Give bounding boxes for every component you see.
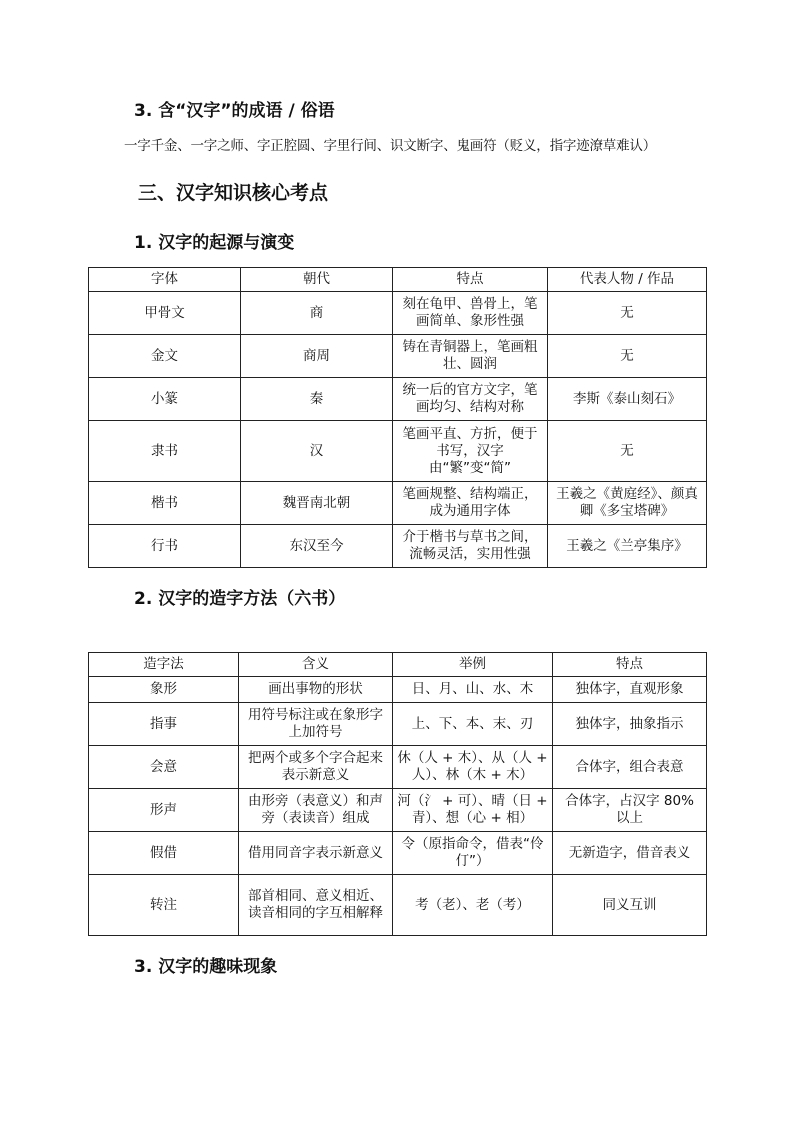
header-cell: 字体	[89, 268, 241, 292]
table-header-row	[89, 268, 707, 292]
table-cell: 用符号标注或在象形字上加符号	[239, 703, 393, 746]
table-row	[89, 832, 707, 875]
table-cell: 由形旁（表意义）和声旁（表读音）组成	[239, 789, 393, 832]
table-row	[89, 292, 707, 335]
table-row	[89, 335, 707, 378]
table-cell: 指事	[89, 703, 239, 746]
table-cell: 隶书	[89, 421, 241, 482]
table-cell: 河（氵 + 可）、晴（日 + 青）、想（心 + 相）	[393, 789, 553, 832]
table-cell: 考（老）、老（考）	[393, 875, 553, 936]
table-cell: 笔画规整、结构端正，成为通用字体	[393, 482, 548, 525]
section-heading: 三、汉字知识核心考点	[138, 182, 329, 204]
header-cell: 举例	[393, 653, 553, 677]
table-cell: 统一后的官方文字，笔画均匀、结构对称	[393, 378, 548, 421]
table-row	[89, 746, 707, 789]
table-cell: 李斯《泰山刻石》	[548, 378, 707, 421]
table-cell: 秦	[241, 378, 393, 421]
table-cell: 独体字，抽象指示	[553, 703, 707, 746]
table-cell: 介于楷书与草书之间，流畅灵活，实用性强	[393, 525, 548, 568]
header-cell: 朝代	[241, 268, 393, 292]
table-cell: 上、下、本、末、刃	[393, 703, 553, 746]
table-cell: 东汉至今	[241, 525, 393, 568]
header-cell: 造字法	[89, 653, 239, 677]
table-cell: 刻在龟甲、兽骨上，笔画简单、象形性强	[393, 292, 548, 335]
table-cell: 商	[241, 292, 393, 335]
idioms-heading: 3. 含“汉字”的成语 / 俗语	[134, 101, 335, 121]
table-cell: 楷书	[89, 482, 241, 525]
table-cell: 令（原指命令，借表“伶仃”）	[393, 832, 553, 875]
table-row	[89, 421, 707, 482]
table-cell: 转注	[89, 875, 239, 936]
table-cell: 借用同音字表示新意义	[239, 832, 393, 875]
header-cell: 特点	[553, 653, 707, 677]
table-row	[89, 875, 707, 936]
table-cell: 把两个或多个字合起来表示新意义	[239, 746, 393, 789]
table-cell: 笔画平直、方折，便于书写，汉字由“繁”变“简”	[393, 421, 548, 482]
table-cell: 无新造字，借音表义	[553, 832, 707, 875]
table-row	[89, 525, 707, 568]
table-cell: 甲骨文	[89, 292, 241, 335]
header-cell: 特点	[393, 268, 548, 292]
table-row	[89, 789, 707, 832]
fun-heading: 3. 汉字的趣味现象	[134, 957, 278, 977]
table-cell: 魏晋南北朝	[241, 482, 393, 525]
table-cell: 合体字，占汉字 80% 以上	[553, 789, 707, 832]
table-cell: 王羲之《黄庭经》、颜真卿《多宝塔碑》	[548, 482, 707, 525]
table-cell: 独体字，直观形象	[553, 677, 707, 703]
table-row	[89, 378, 707, 421]
table-cell: 行书	[89, 525, 241, 568]
table-cell: 无	[548, 292, 707, 335]
table-cell: 会意	[89, 746, 239, 789]
table-cell: 铸在青铜器上，笔画粗壮、圆润	[393, 335, 548, 378]
table-cell: 合体字，组合表意	[553, 746, 707, 789]
table-cell: 休（人 + 木）、从（人 + 人）、林（木 + 木）	[393, 746, 553, 789]
table-cell: 形声	[89, 789, 239, 832]
table-row	[89, 482, 707, 525]
header-cell: 代表人物 / 作品	[548, 268, 707, 292]
idioms-text: 一字千金、一字之师、字正腔圆、字里行间、识文断字、鬼画符（贬义，指字迹潦草难认）	[124, 138, 656, 154]
table-cell: 金文	[89, 335, 241, 378]
table-cell: 象形	[89, 677, 239, 703]
table-cell: 小篆	[89, 378, 241, 421]
methods-heading: 2. 汉字的造字方法（六书）	[134, 589, 346, 609]
header-cell: 含义	[239, 653, 393, 677]
table-cell: 王羲之《兰亭集序》	[548, 525, 707, 568]
table-cell: 无	[548, 335, 707, 378]
table-cell: 汉	[241, 421, 393, 482]
table-cell: 部首相同、意义相近、读音相同的字互相解释	[239, 875, 393, 936]
table-cell: 商周	[241, 335, 393, 378]
table-header-row	[89, 653, 707, 677]
table-cell: 同义互训	[553, 875, 707, 936]
table-cell: 日、月、山、水、木	[393, 677, 553, 703]
origin-table	[88, 267, 707, 568]
table-cell: 无	[548, 421, 707, 482]
table-cell: 假借	[89, 832, 239, 875]
table-row	[89, 677, 707, 703]
origin-heading: 1. 汉字的起源与演变	[134, 233, 295, 253]
methods-table	[88, 652, 707, 936]
table-cell: 画出事物的形状	[239, 677, 393, 703]
table-row	[89, 703, 707, 746]
